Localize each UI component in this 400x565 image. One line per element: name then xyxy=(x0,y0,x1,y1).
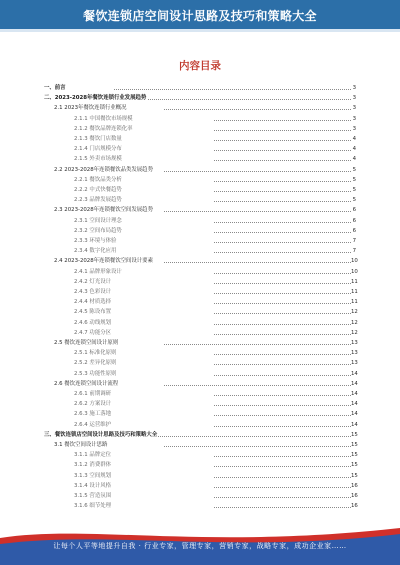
toc-entry-label: 2.6 餐饮连锁空间设计流程 xyxy=(54,380,119,387)
toc-page-number: 15 xyxy=(351,442,358,448)
toc-page-number: 16 xyxy=(351,482,358,489)
toc-page-number: 15 xyxy=(351,472,358,479)
toc-entry-label: 3.1.5 营造氛围 xyxy=(74,493,111,499)
toc-row[interactable] xyxy=(44,461,356,469)
toc-entry-label: 2.5.3 功能性原则 xyxy=(74,370,117,377)
toc-entry-label: 2.4.2 灯光设计 xyxy=(74,278,111,285)
toc-row[interactable] xyxy=(44,441,356,449)
toc-entry-label: 2.2.3 品牌发展趋势 xyxy=(74,197,122,204)
toc-entry-label: 2.1 2023年餐饮连锁行业概况 xyxy=(54,105,127,112)
toc-row[interactable] xyxy=(44,206,356,214)
toc-page-number: 10 xyxy=(351,258,358,265)
header-divider xyxy=(0,29,400,32)
toc-page-number: 6 xyxy=(352,207,356,214)
toc-leader-dots xyxy=(214,426,351,427)
toc-leader-dots xyxy=(214,201,351,202)
toc-row[interactable] xyxy=(44,115,356,123)
toc-row[interactable] xyxy=(44,380,356,388)
toc-entry-label: 2.6.1 前期调研 xyxy=(74,391,111,397)
toc-page-number: 11 xyxy=(351,278,358,285)
toc-page-number: 7 xyxy=(352,248,356,255)
toc-entry-label: 2.2.2 中式快餐趋势 xyxy=(74,187,122,193)
toc-row[interactable] xyxy=(44,359,356,367)
toc-leader-dots xyxy=(214,283,351,284)
toc-row[interactable] xyxy=(44,237,356,245)
toc-leader-dots xyxy=(214,252,351,253)
toc-entry-label: 2.4 2023-2028年连锁餐饮空间设计要素 xyxy=(54,258,153,265)
toc-entry-label: 2.4.3 色彩设计 xyxy=(74,289,111,295)
toc-row[interactable] xyxy=(44,125,356,133)
toc-page-number: 14 xyxy=(351,401,358,408)
toc-leader-dots xyxy=(164,385,351,386)
toc-row[interactable] xyxy=(44,247,356,255)
toc-page-number: 5 xyxy=(352,166,356,173)
toc-leader-dots xyxy=(214,130,351,131)
toc-page-number: 6 xyxy=(352,217,356,224)
toc-entry-label: 2.1.1 中国餐饮市场规模 xyxy=(74,115,133,122)
toc-entry-label: 2.3.2 空间布局趋势 xyxy=(74,227,122,234)
toc-leader-dots xyxy=(214,395,351,396)
toc-entry-label: 3.1.1 品牌定位 xyxy=(74,452,111,459)
toc-page-number: 16 xyxy=(351,493,358,499)
toc-leader-dots xyxy=(214,497,351,498)
toc-leader-dots xyxy=(214,232,351,233)
toc-row[interactable] xyxy=(44,145,356,153)
toc-page-number: 7 xyxy=(352,238,356,244)
document-title: 餐饮连锁店空间设计思路及技巧和策略大全 xyxy=(83,9,317,23)
toc-entry-label: 2.4.7 功能分区 xyxy=(74,329,111,336)
toc-page-number: 5 xyxy=(352,176,356,183)
toc-entry-label: 2.1.2 餐饮品牌连锁化率 xyxy=(74,125,133,132)
toc-page-number: 12 xyxy=(351,329,358,336)
toc-leader-dots xyxy=(214,150,351,151)
toc-row[interactable] xyxy=(44,319,356,327)
toc-row[interactable] xyxy=(44,104,356,112)
toc-page-number: 5 xyxy=(352,187,356,193)
toc-page-number: 6 xyxy=(352,227,356,234)
toc-leader-dots xyxy=(214,140,351,141)
toc-entry-label: 2.3.3 环境与体验 xyxy=(74,238,117,244)
toc-row[interactable] xyxy=(44,186,356,194)
toc-entry-label: 2.2 2023-2028年连锁餐饮品类发展趋势 xyxy=(54,166,153,173)
toc-leader-dots xyxy=(214,293,351,294)
toc-row[interactable] xyxy=(44,166,356,174)
table-of-contents xyxy=(44,84,356,514)
toc-entry-label: 2.4.6 动线规划 xyxy=(74,319,111,326)
toc-page-number: 14 xyxy=(351,411,358,418)
toc-page-number: 15 xyxy=(351,431,358,438)
toc-leader-dots xyxy=(214,313,351,314)
toc-leader-dots xyxy=(214,487,351,488)
toc-row[interactable] xyxy=(44,400,356,408)
toc-page-number: 3 xyxy=(352,85,356,91)
toc-leader-dots xyxy=(164,262,351,263)
toc-entry-label: 三、餐饮连锁店空间设计思路及技巧和策略大全 xyxy=(44,431,158,438)
toc-row[interactable] xyxy=(44,492,356,500)
toc-leader-dots xyxy=(214,477,351,478)
toc-page-number: 3 xyxy=(352,115,356,122)
toc-page-number: 4 xyxy=(352,156,356,163)
toc-row[interactable] xyxy=(44,451,356,459)
toc-leader-dots xyxy=(214,120,351,121)
toc-leader-dots xyxy=(214,222,351,223)
toc-page-number: 3 xyxy=(352,125,356,132)
toc-leader-dots xyxy=(214,334,351,335)
toc-row[interactable] xyxy=(44,257,356,265)
toc-page-number: 3 xyxy=(352,95,356,102)
toc-leader-dots xyxy=(214,242,351,243)
toc-leader-dots xyxy=(214,324,351,325)
toc-leader-dots xyxy=(214,273,351,274)
toc-leader-dots xyxy=(214,303,351,304)
toc-page-number: 13 xyxy=(351,350,358,357)
toc-entry-label: 2.5.1 标准化原则 xyxy=(74,350,117,357)
toc-row[interactable] xyxy=(44,155,356,163)
toc-leader-dots xyxy=(164,211,351,212)
toc-entry-label: 2.1.3 餐饮门店数量 xyxy=(74,136,122,142)
toc-leader-dots xyxy=(214,191,351,192)
toc-row[interactable] xyxy=(44,308,356,316)
toc-row[interactable] xyxy=(44,421,356,429)
toc-page-number: 12 xyxy=(351,309,358,316)
toc-leader-dots xyxy=(214,160,351,161)
toc-entry-label: 一、前言 xyxy=(44,85,66,91)
toc-entry-label: 2.3 2023-2028年连锁餐饮空间发展趋势 xyxy=(54,207,153,214)
toc-entry-label: 2.3.1 空间设计理念 xyxy=(74,217,122,224)
toc-leader-dots xyxy=(214,354,351,355)
toc-page-number: 13 xyxy=(351,340,358,346)
toc-entry-label: 3.1.3 空间规划 xyxy=(74,472,111,479)
toc-leader-dots xyxy=(164,446,351,447)
toc-page-number: 16 xyxy=(351,503,358,510)
toc-row[interactable] xyxy=(44,268,356,276)
toc-entry-label: 2.4.5 陈设布置 xyxy=(74,309,111,316)
toc-entry-label: 2.6.4 运营维护 xyxy=(74,421,111,428)
toc-row[interactable] xyxy=(44,217,356,225)
toc-leader-dots xyxy=(164,171,351,172)
toc-page-number: 14 xyxy=(351,391,358,397)
toc-page-number: 4 xyxy=(352,146,356,153)
toc-row[interactable] xyxy=(44,196,356,204)
toc-page-number: 13 xyxy=(351,360,358,367)
toc-leader-dots xyxy=(214,181,351,182)
toc-page-number: 11 xyxy=(351,299,358,306)
toc-entry-label: 二、2023-2028年餐饮连锁行业发展趋势 xyxy=(44,95,147,102)
toc-leader-dots xyxy=(164,109,351,110)
toc-row[interactable] xyxy=(44,135,356,143)
toc-entry-label: 2.4.4 材质选择 xyxy=(74,299,111,306)
toc-row[interactable] xyxy=(44,502,356,510)
toc-entry-label: 2.4.1 品牌形象设计 xyxy=(74,268,122,275)
toc-row[interactable] xyxy=(44,278,356,286)
toc-row[interactable] xyxy=(44,84,356,92)
toc-row[interactable] xyxy=(44,288,356,296)
toc-page-number: 4 xyxy=(352,136,356,142)
toc-leader-dots xyxy=(214,375,351,376)
toc-row[interactable] xyxy=(44,472,356,480)
toc-page-number: 14 xyxy=(351,421,358,428)
toc-page-number: 15 xyxy=(351,462,358,469)
toc-page-number: 15 xyxy=(351,452,358,459)
toc-row[interactable] xyxy=(44,329,356,337)
toc-leader-dots xyxy=(114,89,351,90)
toc-entry-label: 3.1.6 细节处理 xyxy=(74,503,111,510)
toc-row[interactable] xyxy=(44,370,356,378)
toc-entry-label: 2.6.2 方案设计 xyxy=(74,401,111,408)
toc-page-number: 3 xyxy=(352,105,356,112)
toc-heading: 内容目录 xyxy=(179,60,221,72)
toc-leader-dots xyxy=(214,507,351,508)
toc-page-number: 10 xyxy=(351,268,358,275)
toc-entry-label: 2.1.5 外卖市场规模 xyxy=(74,156,122,163)
toc-page-number: 5 xyxy=(352,197,356,204)
toc-entry-label: 2.6.3 施工落地 xyxy=(74,411,111,418)
toc-row[interactable] xyxy=(44,298,356,306)
toc-row[interactable] xyxy=(44,94,356,102)
toc-row[interactable] xyxy=(44,349,356,357)
toc-row[interactable] xyxy=(44,431,356,439)
toc-row[interactable] xyxy=(44,339,356,347)
toc-row[interactable] xyxy=(44,410,356,418)
toc-entry-label: 2.2.1 餐饮品类分析 xyxy=(74,176,122,183)
toc-leader-dots xyxy=(164,344,351,345)
toc-leader-dots xyxy=(214,415,351,416)
toc-entry-label: 3.1.4 设计风格 xyxy=(74,482,111,489)
toc-entry-label: 2.3.4 数字化应用 xyxy=(74,248,117,255)
toc-leader-dots xyxy=(214,456,351,457)
toc-row[interactable] xyxy=(44,227,356,235)
toc-leader-dots xyxy=(114,99,351,100)
toc-page-number: 14 xyxy=(351,370,358,377)
toc-entry-label: 3.1 餐饮空间设计思路 xyxy=(54,442,108,448)
toc-page-number: 12 xyxy=(351,319,358,326)
toc-entry-label: 2.5 餐饮连锁空间设计原则 xyxy=(54,340,119,346)
toc-entry-label: 3.1.2 消费群体 xyxy=(74,462,111,469)
toc-row[interactable] xyxy=(44,482,356,490)
toc-entry-label: 2.1.4 门店规模分布 xyxy=(74,146,122,153)
toc-entry-label: 2.5.2 差异化原则 xyxy=(74,360,117,367)
footer-slogan: 让每个人平等地提升自我 · 行业专家，管理专家，营销专家，战略专家，成功企业家…… xyxy=(53,542,347,550)
toc-row[interactable] xyxy=(44,390,356,398)
toc-page-number: 11 xyxy=(351,289,358,295)
toc-leader-dots xyxy=(214,466,351,467)
toc-page-number: 14 xyxy=(351,380,358,387)
toc-leader-dots xyxy=(214,405,351,406)
toc-leader-dots xyxy=(214,364,351,365)
toc-row[interactable] xyxy=(44,176,356,184)
